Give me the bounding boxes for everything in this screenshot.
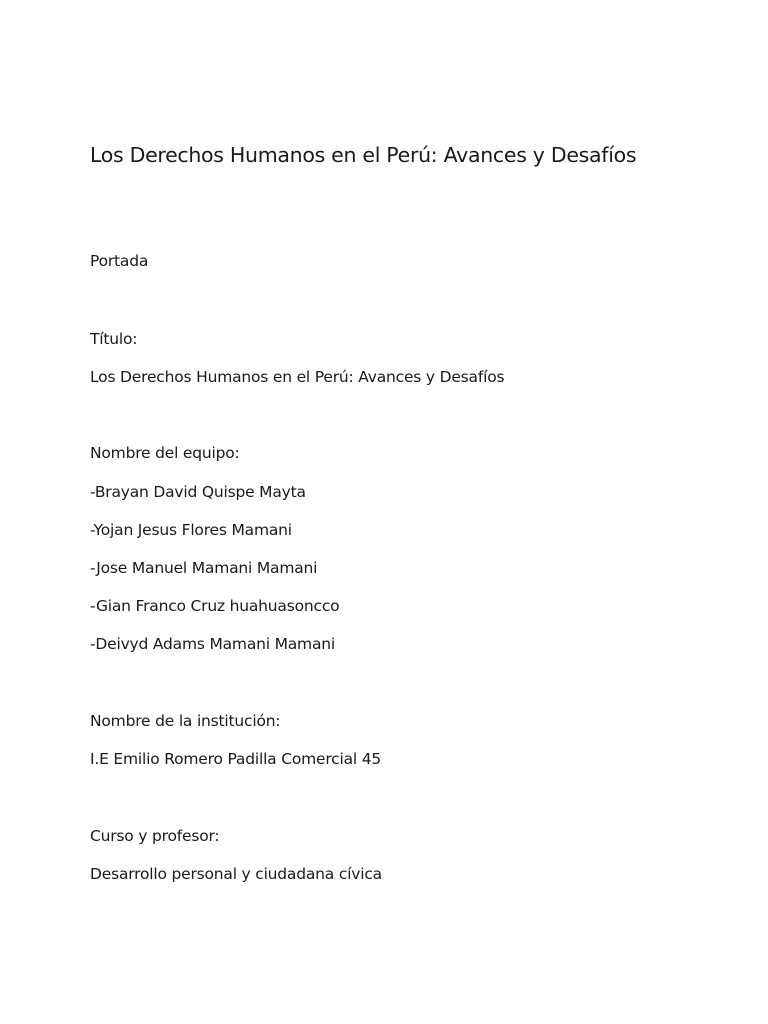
team-label: Nombre del equipo: xyxy=(90,444,240,462)
course-value: Desarrollo personal y ciudadana cívica xyxy=(90,865,382,883)
team-member: -Brayan David Quispe Mayta xyxy=(90,483,306,501)
team-member: -Gian Franco Cruz huahuasoncco xyxy=(90,597,340,615)
title-value: Los Derechos Humanos en el Perú: Avances y Desafíos xyxy=(90,368,505,386)
title-label: Título: xyxy=(90,330,138,348)
document-heading: Los Derechos Humanos en el Perú: Avances y Desafíos xyxy=(90,143,637,167)
team-member: -Jose Manuel Mamani Mamani xyxy=(90,559,318,577)
section-label: Portada xyxy=(90,252,149,270)
team-member: -Yojan Jesus Flores Mamani xyxy=(90,521,292,539)
team-member: -Deivyd Adams Mamani Mamani xyxy=(90,635,335,653)
institution-label: Nombre de la institución: xyxy=(90,712,281,730)
institution-value: I.E Emilio Romero Padilla Comercial 45 xyxy=(90,750,382,768)
course-label: Curso y profesor: xyxy=(90,827,220,845)
